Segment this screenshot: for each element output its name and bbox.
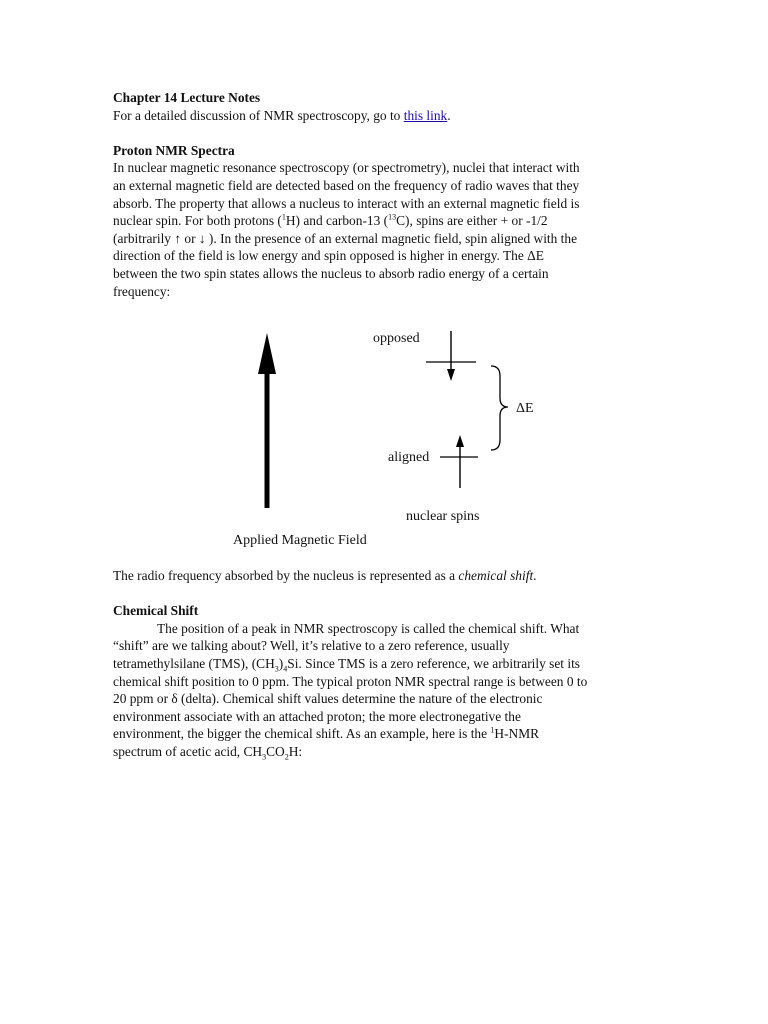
text-fragment: C), spins are either + or -1/2 — [396, 213, 548, 229]
energy-gap-brace-icon — [491, 366, 508, 450]
proton-nmr-heading: Proton NMR Spectra — [113, 142, 235, 158]
chapter-title: Chapter 14 Lecture Notes — [113, 90, 261, 105]
intro-line — [113, 107, 658, 125]
text-fragment: ) — [278, 655, 284, 671]
intro-text: For a detailed discussion of NMR spectroscopy, go to — [113, 107, 404, 123]
aligned-label: aligned — [388, 450, 430, 465]
shift-paragraph-line — [113, 725, 658, 743]
subscript: 3 — [262, 752, 267, 762]
opposed-label: opposed — [373, 331, 420, 346]
opposed-spin-down-arrow-icon — [426, 331, 476, 381]
applied-field-arrow-icon — [258, 333, 276, 508]
proton-paragraph-line: an external magnetic field are detected based on the frequency of radio waves that they — [113, 177, 580, 193]
text-fragment: H) and carbon-13 ( — [285, 213, 389, 229]
subscript: 3 — [274, 664, 279, 674]
chemical-shift-term: chemical shift — [458, 568, 534, 583]
proton-paragraph-line: In nuclear magnetic resonance spectroscopy (or spectrometry), nuclei that interact with — [113, 160, 580, 176]
proton-paragraph-line: (arbitrarily ↑ or ↓ ). In the presence of an external magnetic field, spin aligned with the — [113, 230, 578, 246]
text-fragment: spectrum of acetic acid, CH — [113, 743, 263, 759]
shift-paragraph-line: “shift” are we talking about? Well, it’s relative to a zero reference, usually — [113, 638, 510, 654]
applied-field-label: Applied Magnetic Field — [233, 533, 367, 548]
text-fragment: Si. Since TMS is a zero reference, we arbitrarily set its — [287, 655, 581, 671]
text-fragment: The radio frequency absorbed by the nucleus is represented as a — [113, 568, 459, 583]
proton-paragraph-line: between the two spin states allows the nucleus to absorb radio energy of a certain — [113, 265, 549, 281]
superscript: 1 — [281, 212, 286, 222]
proton-paragraph-line: frequency: — [113, 283, 171, 299]
text-fragment: H: — [288, 743, 303, 759]
text-fragment: environment, the bigger the chemical shift. As an example, here is the — [113, 726, 491, 742]
delta-e-label: ΔE — [516, 401, 534, 416]
shift-paragraph-line: 20 ppm or δ (delta). Chemical shift values determine the nature of the electronic — [113, 691, 543, 707]
subscript: 2 — [284, 752, 289, 762]
text-fragment: The position of a peak in NMR spectroscopy is called the chemical shift. What — [157, 620, 580, 636]
superscript: 13 — [388, 212, 397, 222]
proton-paragraph-line — [113, 212, 658, 230]
nuclear-spins-label: nuclear spins — [406, 509, 480, 524]
nmr-discussion-link[interactable]: this link — [403, 107, 448, 123]
shift-paragraph-line — [113, 655, 658, 673]
aligned-spin-up-arrow-icon — [440, 435, 478, 488]
text-fragment: CO — [266, 743, 285, 759]
shift-paragraph-line — [113, 620, 658, 638]
chemical-shift-heading: Chemical Shift — [113, 603, 199, 619]
superscript: 1 — [490, 725, 495, 735]
shift-paragraph-line: chemical shift position to 0 ppm. The typical proton NMR spectral range is between 0 to — [113, 673, 588, 689]
text-fragment: H-NMR — [494, 726, 540, 742]
shift-paragraph-line — [113, 743, 658, 761]
proton-paragraph-line: direction of the field is low energy and spin opposed is higher in energy. The ΔE — [113, 248, 544, 264]
document-body — [113, 89, 658, 300]
text-fragment: . — [533, 568, 537, 583]
text-fragment: nuclear spin. For both protons ( — [113, 213, 282, 229]
shift-paragraph-line: environment associate with an attached proton; the more electronegative the — [113, 708, 521, 724]
shift-intro-line — [113, 567, 658, 585]
subscript: 4 — [283, 664, 288, 674]
text-fragment: tetramethylsilane (TMS), (CH — [113, 655, 275, 671]
proton-paragraph-line: absorb. The property that allows a nucleus to interact with an external magnetic field is — [113, 195, 580, 211]
chemical-shift-content — [113, 567, 658, 761]
intro-period: . — [447, 107, 451, 123]
